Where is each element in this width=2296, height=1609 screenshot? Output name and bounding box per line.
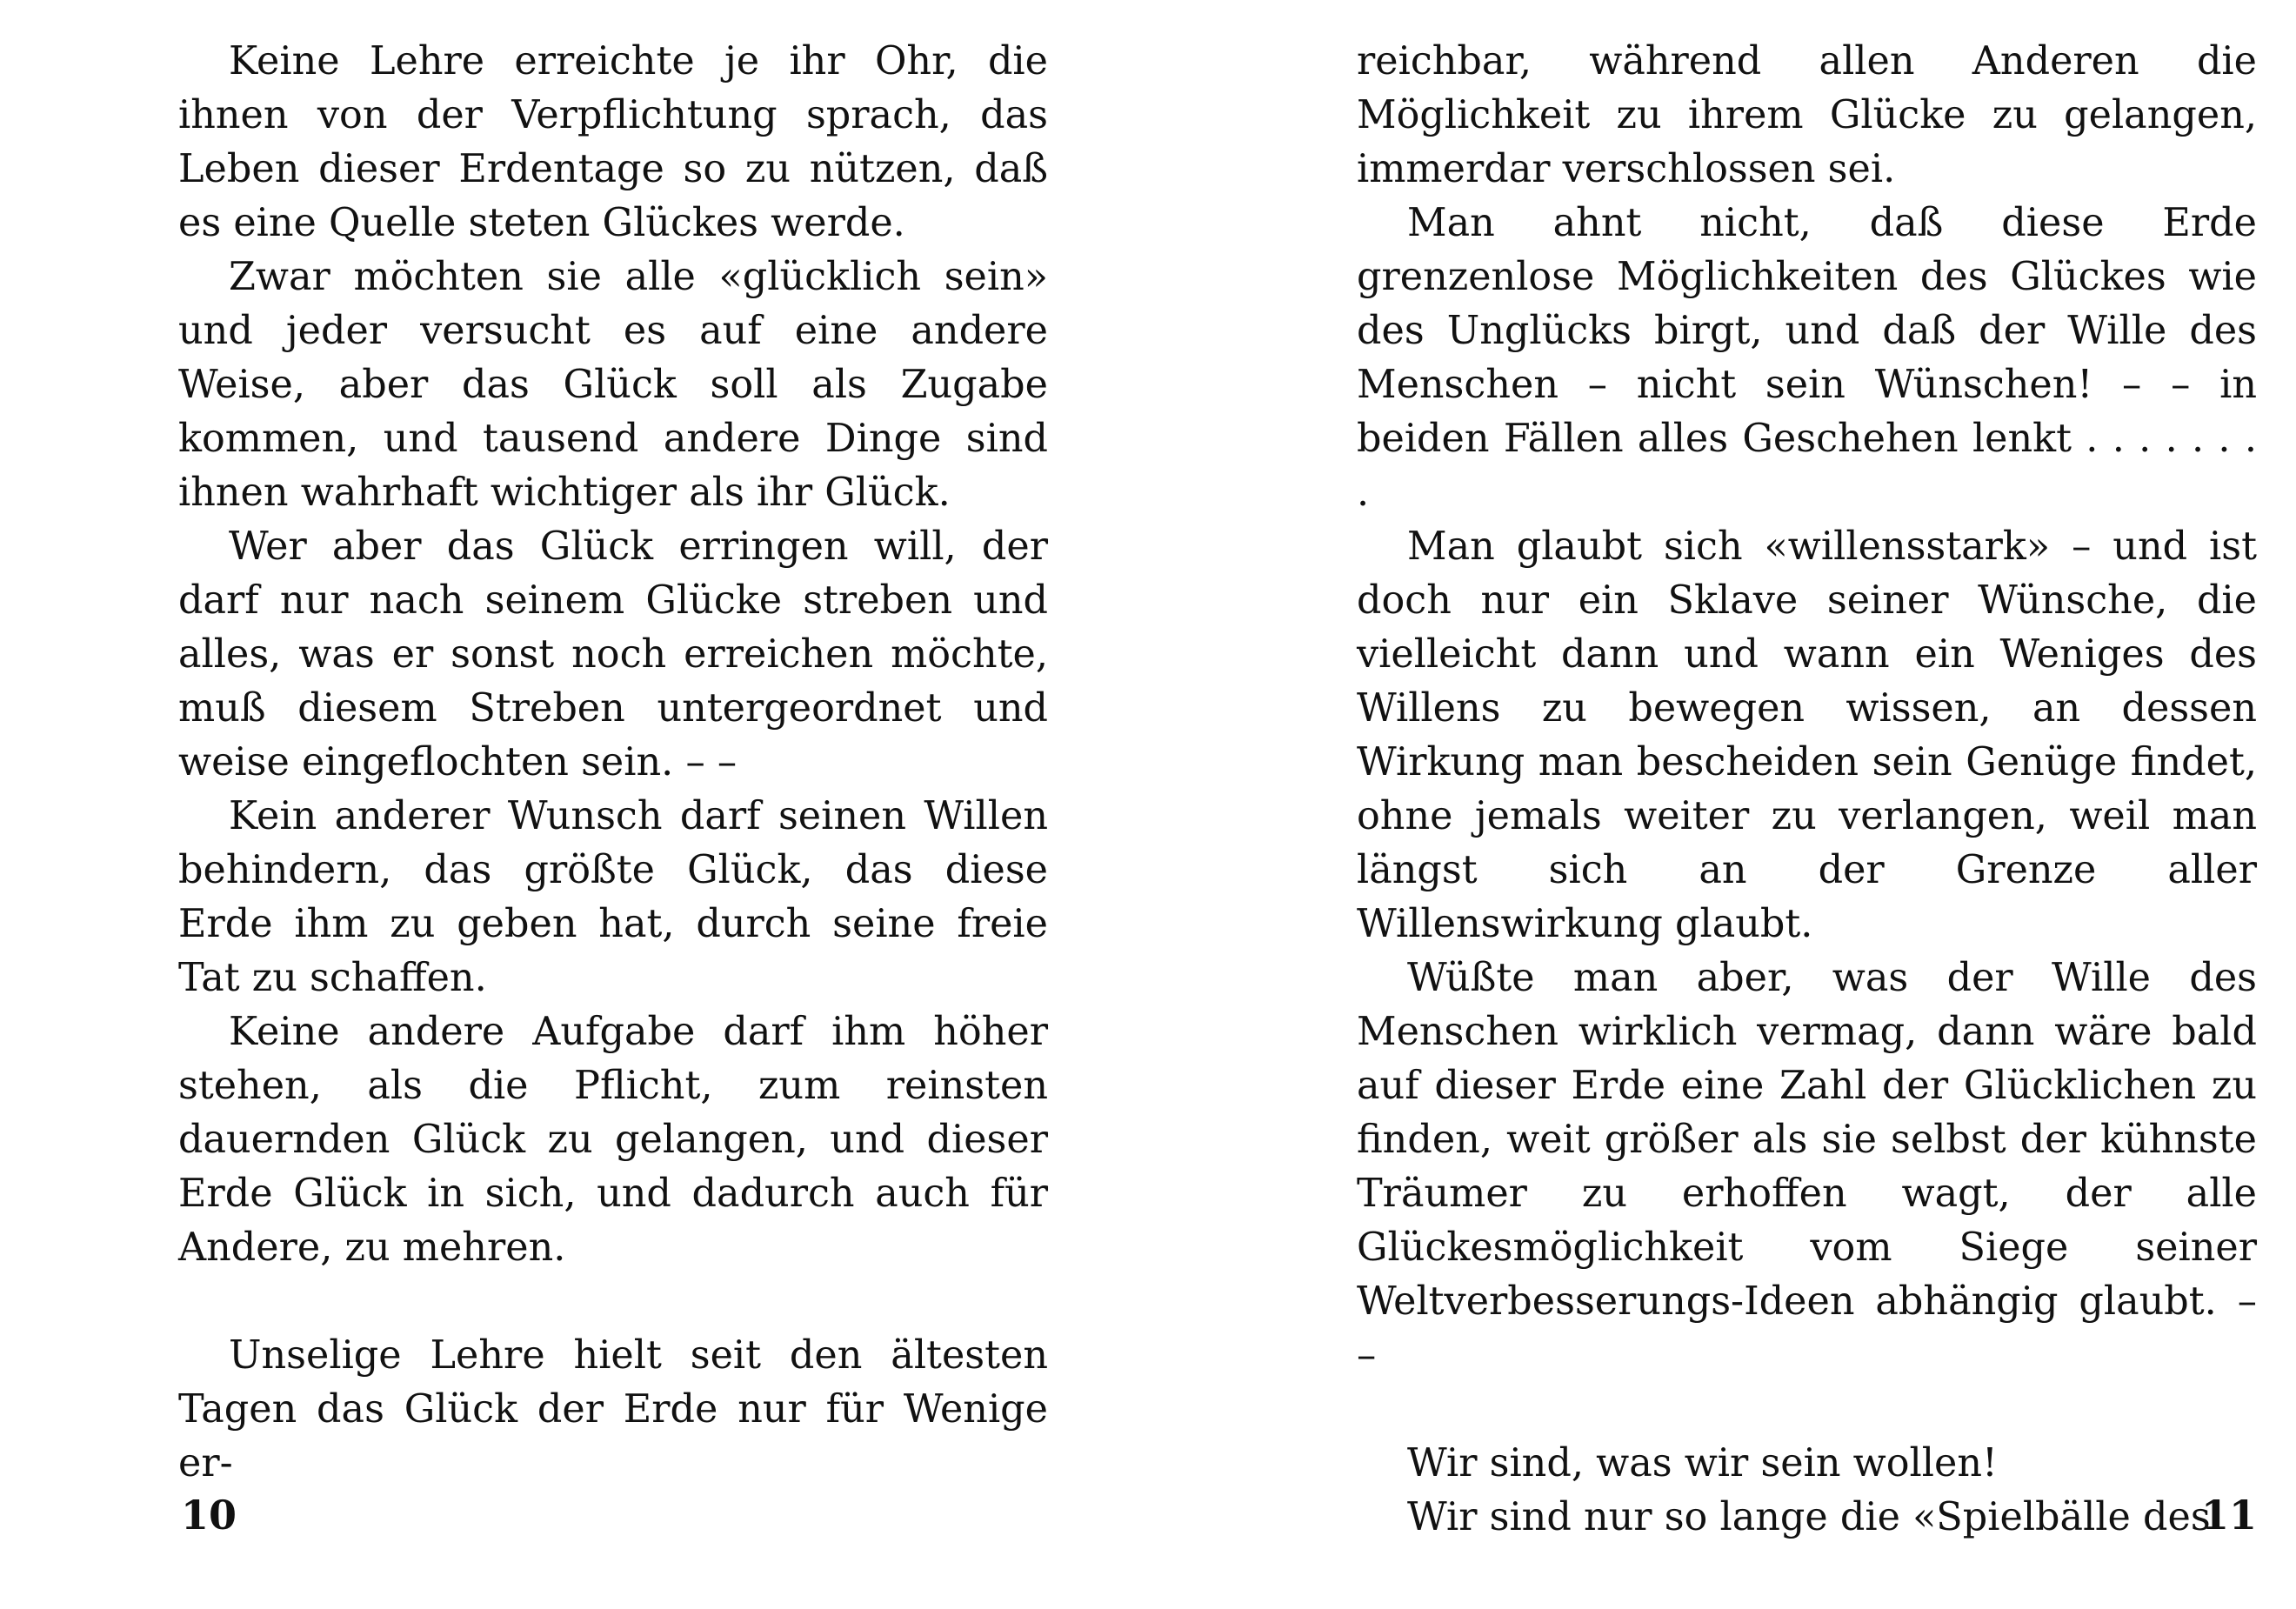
right-page: [1148, 0, 2296, 1609]
page-number: 11: [2200, 1492, 2257, 1539]
section-gap: [178, 1275, 1048, 1329]
paragraph: Wir sind nur so lange die «Spielbälle des: [1407, 1495, 2211, 1539]
paragraph: Man glaubt sich «willensstark» – und ist doch nur ein Sklave seiner Wünsche, die vielleicht dann und wann ein Weniges des Willens zu bewegen wissen, an dessen Wirkung man bescheiden sein Genüge findet, ohne jemals weiter zu verlangen, weil man längst sich an der Grenze aller Willenswirkung glaubt.: [1357, 524, 2257, 946]
paragraph: Unselige Lehre hielt seit den ältesten Tagen das Glück der Erde nur für Wenige er-: [178, 1333, 1048, 1485]
right-text-column: [1357, 35, 2257, 1545]
paragraph: Wüßte man aber, was der Wille des Menschen wirklich vermag, dann wäre bald auf dieser Erde eine Zahl der Glücklichen zu finden, weit größer als sie selbst der kühnste Träumer zu erhoffen wagt, der alle Glückesmöglichkeit vom Siege seiner Weltverbesserungs-Ideen abhängig glaubt. – –: [1357, 956, 2257, 1378]
page-number: 10: [181, 1492, 237, 1539]
paragraph: Keine andere Aufgabe darf ihm höher stehen, als die Pflicht, zum reinsten dauernden Glück zu gelangen, und dieser Erde Glück in sich, und dadurch auch für Andere, zu mehren.: [178, 1010, 1048, 1270]
section-gap: [1357, 1383, 2257, 1437]
paragraph: Wer aber das Glück erringen will, der darf nur nach seinem Glücke streben und alles, was er sonst noch erreichen möchte, muß diesem Streben untergeordnet und weise eingeflochten sein. – –: [178, 524, 1048, 784]
paragraph: Kein anderer Wunsch darf seinen Willen behindern, das größte Glück, das diese Erde ihm zu geben hat, durch seine freie Tat zu schaffen.: [178, 794, 1048, 1000]
left-text-column: [178, 35, 1048, 1491]
paragraph: Keine Lehre erreichte je ihr Ohr, die ihnen von der Verpflichtung sprach, das Leben dieser Erdentage so zu nützen, daß es eine Quelle steten Glückes werde.: [178, 39, 1048, 245]
paragraph: Man ahnt nicht, daß diese Erde grenzenlose Möglichkeiten des Glückes wie des Unglücks birgt, und daß der Wille des Menschen – nicht sein Wünschen! – – in beiden Fällen alles Geschehen lenkt . . . . . . . .: [1357, 201, 2257, 515]
paragraph: Zwar möchten sie alle «glücklich sein» und jeder versucht es auf eine andere Weise, aber das Glück soll als Zugabe kommen, und tausend andere Dinge sind ihnen wahrhaft wichtiger als ihr Glück.: [178, 255, 1048, 515]
paragraph: Wir sind, was wir sein wollen!: [1407, 1441, 1998, 1485]
paragraph: reichbar, während allen Anderen die Möglichkeit zu ihrem Glücke zu gelangen, immerdar verschlossen sei.: [1357, 39, 2257, 191]
